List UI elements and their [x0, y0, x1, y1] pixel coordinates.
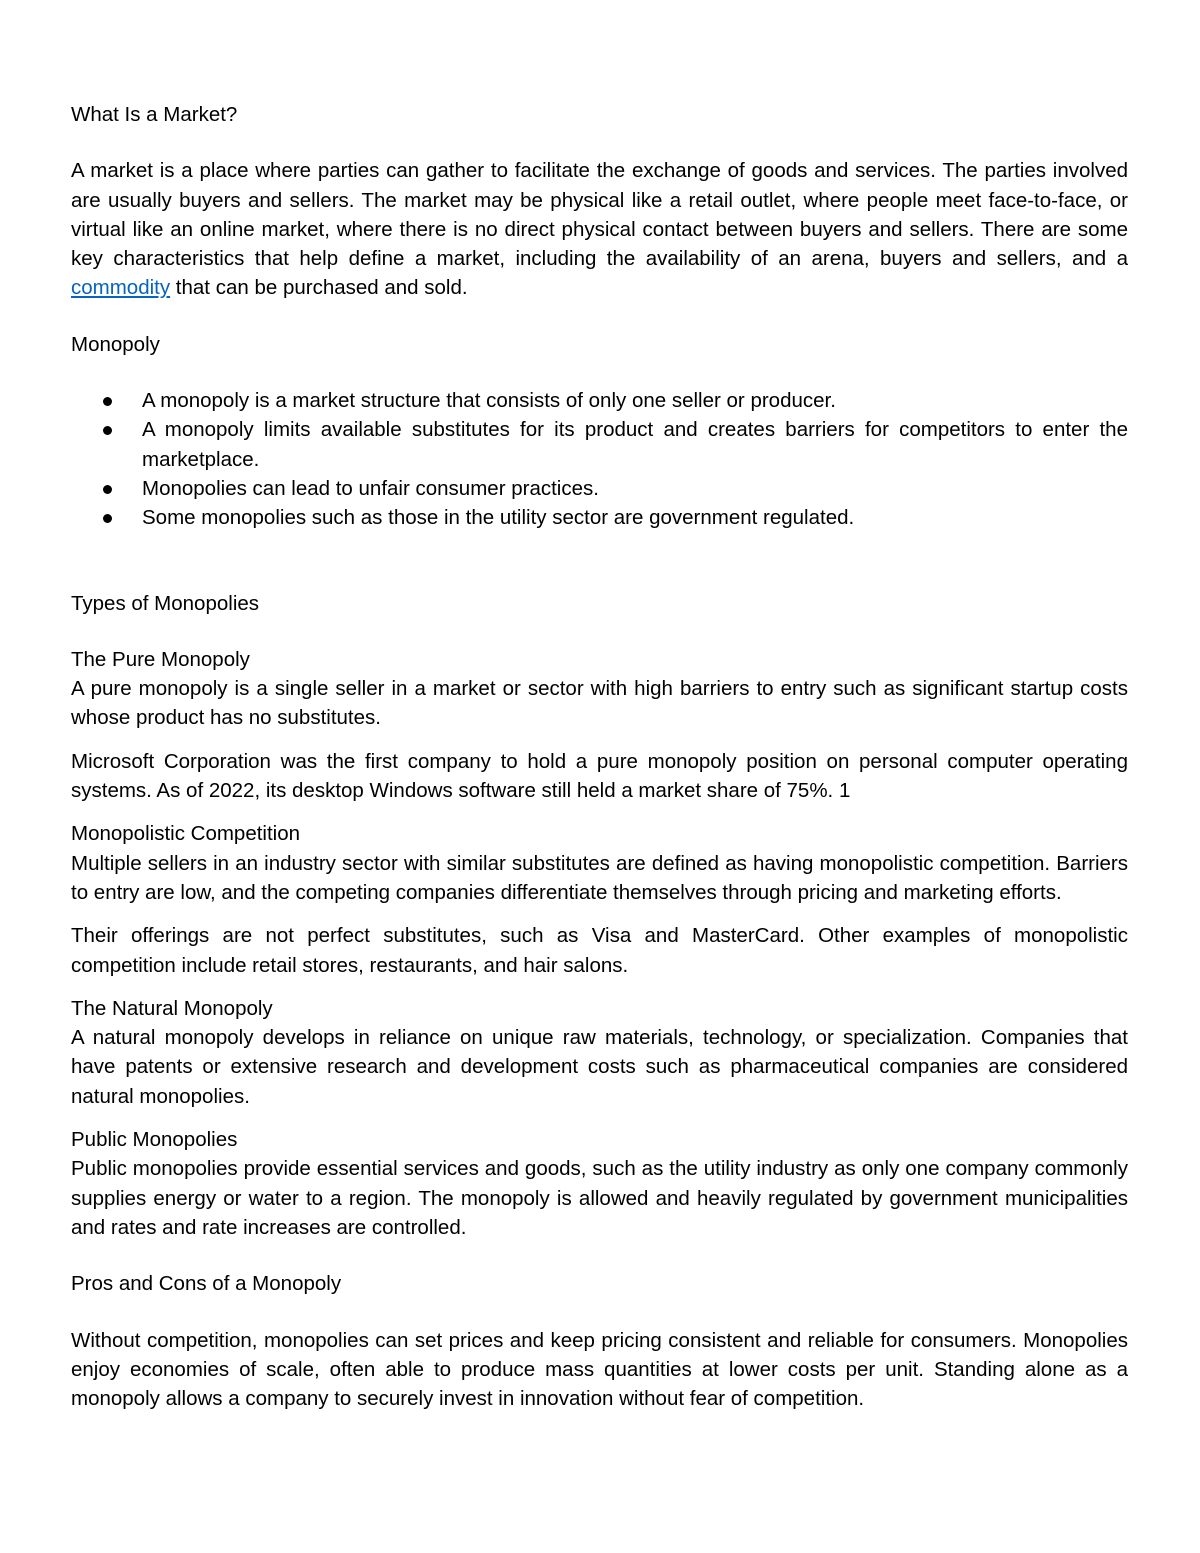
list-item-text: Some monopolies such as those in the utility sector are government regulated.: [142, 506, 855, 530]
public-monopolies-title: Public Monopolies: [71, 1128, 238, 1152]
natural-monopoly-paragraph: A natural monopoly develops in reliance on unique raw materials, technology, or specialization. Companies that have patents or extensive research and development costs such as pharmaceutical companies are considered natural monopolies.: [71, 1026, 1128, 1108]
market-heading: What Is a Market?: [71, 103, 238, 126]
commodity-link[interactable]: commodity: [71, 276, 171, 300]
list-item: [71, 415, 1128, 474]
list-item: [71, 386, 1128, 415]
market-text-end: that can be purchased and sold.: [170, 276, 468, 300]
monopolistic-competition-paragraph-2: Their offerings are not perfect substitutes, such as Visa and MasterCard. Other examples of monopolistic competition include retail stores, restaurants, and hair salons.: [71, 924, 1128, 977]
types-heading: Types of Monopolies: [71, 591, 260, 615]
list-item: [71, 474, 1128, 503]
bullet-icon: [103, 397, 112, 406]
bullet-icon: [103, 514, 112, 523]
market-text-start: A market is a place where parties can gather to facilitate the exchange of goods and services. The parties involved are usually buyers and sellers. The market may be physical like a retail outlet, where people meet face-to-face, or virtual like an online market, where there is no direct physical contact between buyers and sellers. There are some key characteristics that help define a market, including the availability of an arena, buyers and sellers, and a: [71, 159, 1128, 271]
monopolistic-competition-paragraph-1: Multiple sellers in an industry sector with similar substitutes are defined as having monopolistic competition. Barriers to entry are low, and the competing companies differentiate themselves through pricing and marketing efforts.: [71, 851, 1128, 904]
natural-monopoly-title: The Natural Monopoly: [71, 996, 273, 1020]
monopolistic-competition-title: Monopolistic Competition: [71, 822, 301, 846]
list-item-text: Monopolies can lead to unfair consumer practices.: [142, 476, 599, 500]
list-item-text: A monopoly limits available substitutes for its product and creates barriers for competitors to enter the marketplace.: [142, 418, 1128, 471]
monopoly-heading: Monopoly: [71, 332, 160, 356]
list-item: [71, 503, 1128, 532]
pure-monopoly-paragraph-1: A pure monopoly is a single seller in a market or sector with high barriers to entry such as significant startup costs whose product has no substitutes.: [71, 677, 1128, 730]
market-paragraph: [71, 156, 1128, 302]
list-item-text: A monopoly is a market structure that consists of only one seller or producer.: [142, 389, 836, 413]
pros-cons-paragraph: Without competition, monopolies can set prices and keep pricing consistent and reliable for consumers. Monopolies enjoy economies of scale, often able to produce mass quantities at lower costs per unit. Standing alone as a monopoly allows a company to securely invest in innovation without fear of competition.: [71, 1328, 1128, 1411]
public-monopolies-paragraph: Public monopolies provide essential services and goods, such as the utility industry as only one company commonly supplies energy or water to a region. The monopoly is allowed and heavily regulated by government municipalities and rates and rate increases are controlled.: [71, 1157, 1128, 1239]
bullet-icon: [103, 426, 112, 435]
bullet-icon: [103, 485, 112, 494]
pros-cons-heading: Pros and Cons of a Monopoly: [71, 1272, 342, 1296]
pure-monopoly-title: The Pure Monopoly: [71, 647, 250, 671]
document-page: [71, 100, 1128, 1413]
pure-monopoly-paragraph-2: Microsoft Corporation was the first company to hold a pure monopoly position on personal computer operating systems. As of 2022, its desktop Windows software still held a market share of 75%. 1: [71, 749, 1128, 803]
monopoly-bullet-list: [71, 386, 1128, 532]
